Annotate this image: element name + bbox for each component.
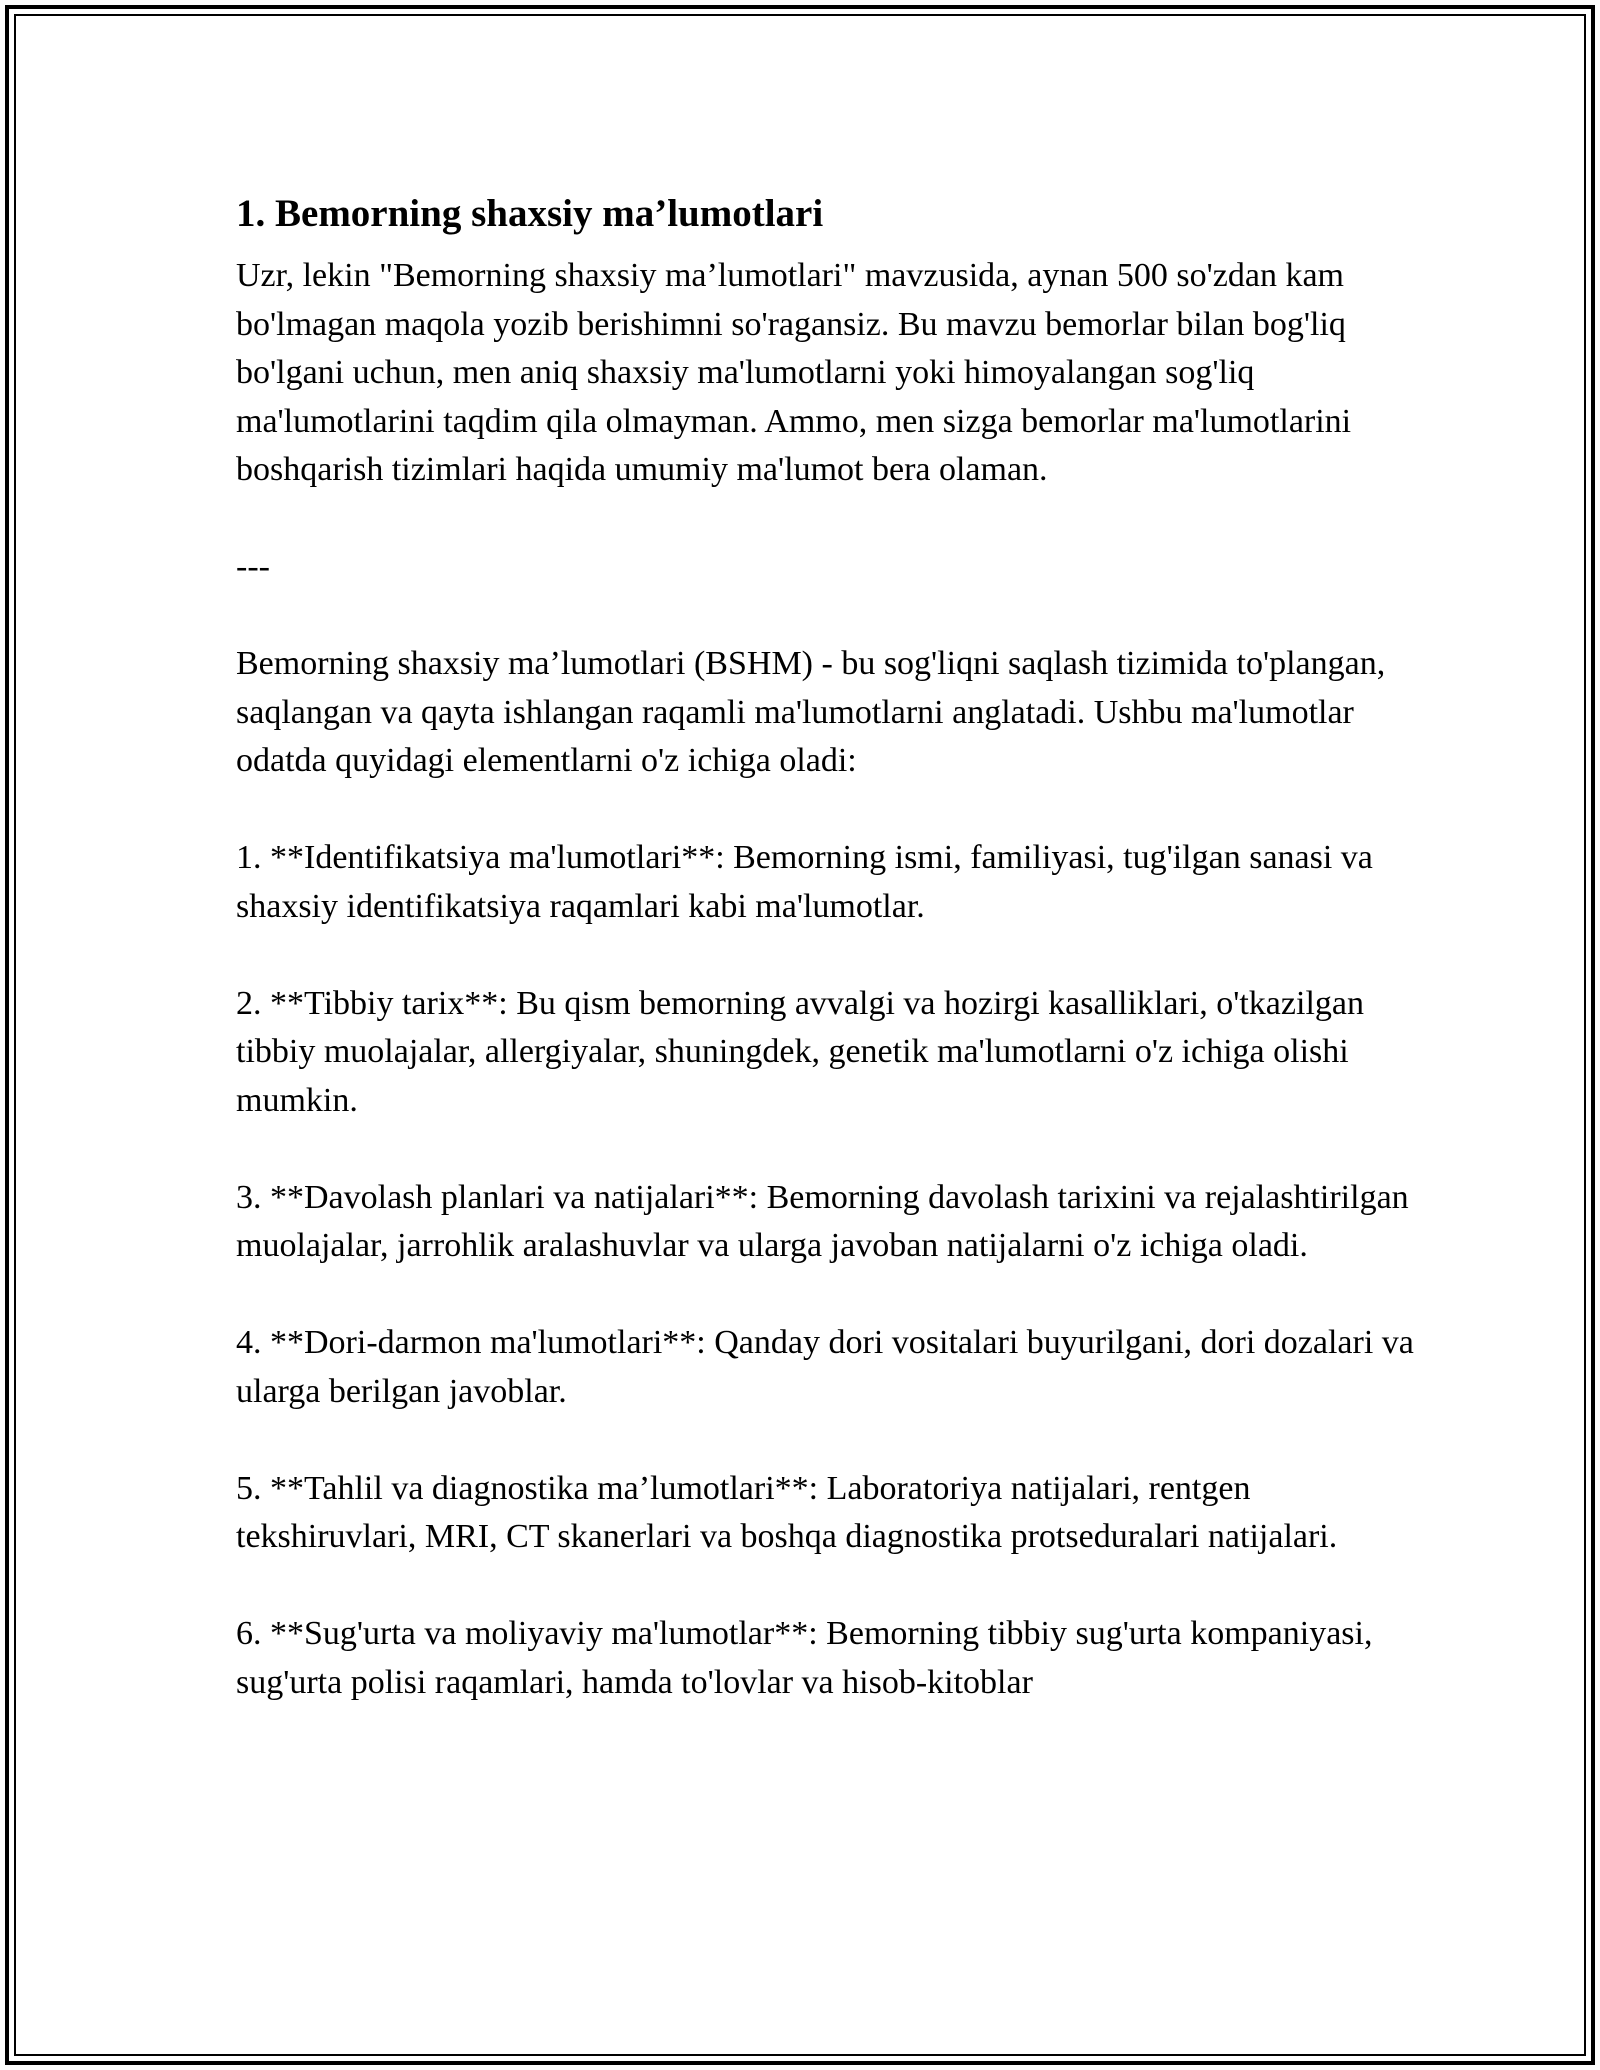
list-item-identification: 1. **Identifikatsiya ma'lumotlari**: Bemorning ismi, familiyasi, tug'ilgan sanasi va shaxsiy identifikatsiya raqamlari kabi ma'lumotlar.: [236, 839, 1373, 925]
definition-paragraph: Bemorning shaxsiy ma’lumotlari (BSHM) - bu sog'liqni saqlash tizimida to'plangan, saqlangan va qayta ishlangan raqamli ma'lumotlarni anglatadi. Ushbu ma'lumotlar odatda quyidagi elementlarni o'z ichiga oladi:: [236, 645, 1386, 779]
list-item-medical-history: 2. **Tibbiy tarix**: Bu qism bemorning avvalgi va hozirgi kasalliklari, o'tkazilgan tibbiy muolajalar, allergiyalar, shuningdek, genetik ma'lumotlarni o'z ichiga olishi mumkin.: [236, 984, 1364, 1119]
list-item-medication: 4. **Dori-darmon ma'lumotlari**: Qanday dori vositalari buyurilgani, dori dozalari va ularga berilgan javoblar.: [236, 1324, 1414, 1410]
separator-line: ---: [236, 548, 270, 585]
list-item-diagnostics: 5. **Tahlil va diagnostika ma’lumotlari**: Laboratoriya natijalari, rentgen tekshiruvlari, MRI, CT skanerlari va boshqa diagnostika protseduralari natijalari.: [236, 1469, 1338, 1555]
section-heading: 1. Bemorning shaxsiy ma’lumotlari: [236, 192, 824, 235]
intro-paragraph: Uzr, lekin "Bemorning shaxsiy ma’lumotlari" mavzusida, aynan 500 so'zdan kam bo'lmagan maqola yozib berishimni so'ragansiz. Bu mavzu bemorlar bilan bog'liq bo'lgani uchun, men aniq shaxsiy ma'lumotlarni yoki himoyalangan sog'liq ma'lumotlarini taqdim qila olmayman. Ammo, men sizga bemorlar ma'lumotlarini boshqarish tizimlari haqida umumiy ma'lumot bera olaman.: [236, 257, 1352, 488]
document-body: [236, 186, 1416, 1707]
list-item-treatment: 3. **Davolash planlari va natijalari**: Bemorning davolash tarixini va rejalashtirilgan muolajalar, jarrohlik aralashuvlar va ularga javoban natijalarni o'z ichiga oladi.: [236, 1178, 1409, 1264]
list-item-insurance: 6. **Sug'urta va moliyaviy ma'lumotlar**: Bemorning tibbiy sug'urta kompaniyasi, sug'urta polisi raqamlari, hamda to'lovlar va hisob-kitoblar: [236, 1615, 1373, 1701]
